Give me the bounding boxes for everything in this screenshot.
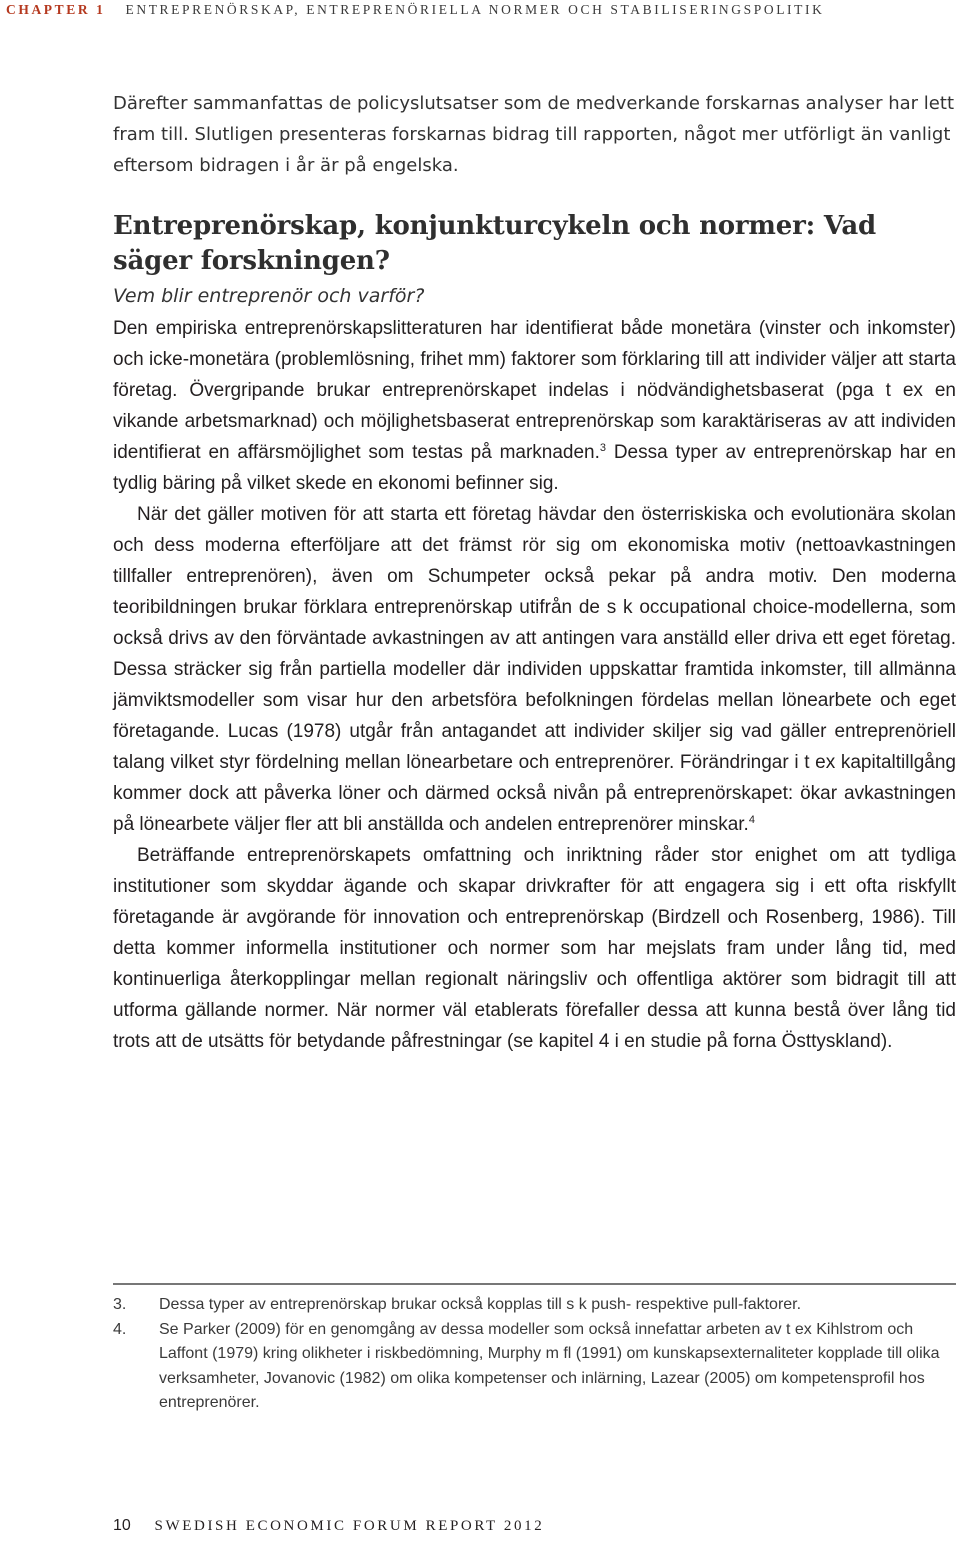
paragraph-3: Beträffande entreprenörskapets omfattning och inriktning råder stor enighet om att tydliga institutioner som skyddar ägande och skapar drivkrafter för att engagera sig i ett ofta riskfyllt företagande är avgörande för innovation och entreprenörskap (Birdzell och Rosenberg, 1986). Till detta kommer informella institutioner och normer som har mejslats fram under lång tid, med kontinuerliga återkopplingar mellan regionalt näringsliv och offentliga aktörer som bidragit till att utforma gällande normer. När normer väl etablerats förefaller dessa att kunna bestå över lång tid trots att de utsätts för betydande påfrestningar (se kapitel 4 i en studie på forna Östtyskland). — [113, 845, 956, 1052]
paragraph-1 — [113, 313, 956, 499]
footnote-number: 4. — [113, 1320, 127, 1338]
footnote-ref-3[interactable]: 3 — [599, 442, 607, 454]
footnote-text: Dessa typer av entreprenörskap brukar också kopplas till s k push- respektive pull-faktorer. — [159, 1296, 802, 1313]
footnote-text: Se Parker (2009) för en genomgång av dessa modeller som också innefattar arbeten av t ex Kihlstrom och Laffont (1979) kring olikheter i riskbedömning, Murphy m fl (1991) om kunskapsexternaliteter kopplade till olika verksamheter, Jovanovic (1982) om olika kompetenser och inlärning, Lazear (2005) om kompetensprofil hos entreprenörer. — [159, 1320, 940, 1411]
footnotes — [113, 1293, 956, 1416]
paragraph-1-text: Den empiriska entreprenörskapslitteraturen har identifierat både monetära (vinster och inkomster) och icke-monetära (problemlösning, frihet mm) faktorer som förklaring till att individer väljer att starta företag. Övergripande brukar entreprenörskapet indelas i nödvändighetsbaserat (pga t ex en vikande arbetsmarknad) och möjlighetsbaserat entreprenörskap som karaktäriseras av att individen identifierat en affärsmöjlighet som testas på marknaden. — [113, 318, 956, 463]
paragraph-2-text: När det gäller motiven för att starta ett företag hävdar den österriskiska och evolutionära skolan och dess moderna efterföljare att det främst rör sig om ekonomiska motiv (nettoavkastningen tillfaller entreprenören), även om Schumpeter också pekar på andra motiv. Den moderna teoribildningen brukar förklara entreprenörskap utifrån de s k occupational choice-modellerna, som också drivs av den förväntade avkastningen av att antingen vara anställd eller driva ett eget företag. Dessa sträcker sig från partiella modeller där individen uppskattar framtida inkomster, till allmänna jämviktsmodeller som visar hur den arbetsföra befolkningen fördelas mellan lönearbete och eget företagande. Lucas (1978) utgår från antagandet att individer skiljer sig vad gäller entreprenöriell talang vilket styr fördelning mellan lönearbetare och entreprenörer. Förändringar i t ex kapitaltillgång kommer dock att påverka löner och därmed också nivån på entreprenörskapet: ökar avkastningen på lönearbete väljer fler att bli anställda och andelen entreprenörer minskar. — [113, 504, 956, 835]
footnote-divider — [113, 1283, 956, 1285]
footnote-item — [113, 1293, 956, 1318]
main-content — [113, 88, 956, 1057]
page-footer — [113, 1517, 544, 1535]
footnote-number: 3. — [113, 1296, 127, 1313]
intro-paragraph: Därefter sammanfattas de policyslutsatser som de medverkande forskarnas analyser har lett fram till. Slutligen presenteras forskarnas bidrag till rapporten, något mer utförligt än vanligt eftersom bidragen i år är på engelska. — [113, 93, 954, 176]
chapter-title: ENTREPRENÖRSKAP, ENTREPRENÖRIELLA NORMER OCH STABILISERINGSPOLITIK — [125, 2, 825, 17]
subheading: Vem blir entreprenör och varför? — [113, 285, 425, 307]
chapter-label: CHAPTER 1 — [6, 2, 106, 17]
paragraph-2 — [113, 499, 956, 840]
footnote-item — [113, 1318, 956, 1416]
publication-title: SWEDISH ECONOMIC FORUM REPORT 2012 — [154, 1518, 545, 1534]
paragraph-1-tail: Dessa typer av entreprenörskap har en tydlig bäring på vilket skede en ekonomi befinner sig. — [113, 442, 956, 494]
page-number: 10 — [113, 1517, 131, 1534]
footnote-ref-4[interactable]: 4 — [748, 814, 755, 826]
running-head — [6, 2, 956, 18]
section-heading: Entreprenörskap, konjunkturcykeln och normer: Vad säger forskningen? — [113, 211, 877, 276]
